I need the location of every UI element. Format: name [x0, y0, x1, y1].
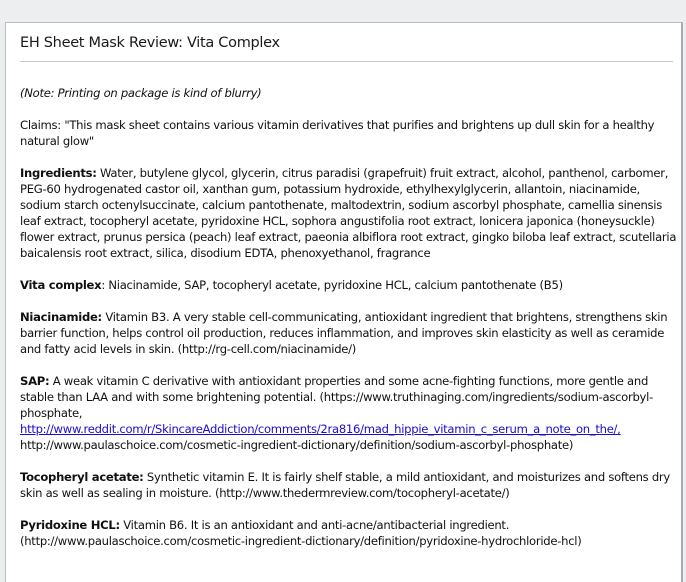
tocopheryl-paragraph: [20, 469, 680, 501]
post-panel: [5, 22, 683, 582]
niacinamide-paragraph: [20, 309, 680, 357]
sap-label: SAP:: [20, 374, 50, 388]
pyridoxine-text: Vitamin B6. It is an antioxidant and anti-acne/antibacterial ingredient.: [119, 518, 510, 532]
pyridoxine-tail-text: (http://www.paulaschoice.com/cosmetic-ingredient-dictionary/definition/pyridoxine-hydrochloride-hcl): [20, 534, 582, 548]
tocopheryl-label: Tocopheryl acetate:: [20, 470, 144, 484]
post-title: EH Sheet Mask Review: Vita Complex: [20, 35, 280, 51]
sap-text: A weak vitamin C derivative with antioxidant properties and some acne-fighting functions, more gentle and stable than LAA and with some brightening potential. (https://www.truthinaging.com/ingredients/sodium-ascorbyl-phosphate,: [20, 374, 653, 420]
post-body: [20, 85, 680, 565]
ingredients-text: Water, butylene glycol, glycerin, citrus paradisi (grapefruit) fruit extract, alcohol, panthenol, carbomer, PEG-60 hydrogenated castor oil, xanthan gum, potassium hydroxide, ethylhexylglycerin, allantoin, niacinamide, sodium starch octenylsuccinate, calcium pantothenate, maltodextrin, sodium ascorbyl phosphate, camellia sinensis leaf extract, tocopheryl acetate, pyridoxine HCL, sophora angustifolia root extract, lonicera japonica (honeysuckle) flower extract, prunus persica (peach) leaf extract, paeonia albiflora root extract, gingko biloba leaf extract, scutellaria baicalensis root extract, silica, disodium EDTA, phenoxyethanol, fragrance: [20, 166, 677, 260]
sap-tail-text: http://www.paulaschoice.com/cosmetic-ingredient-dictionary/definition/sodium-ascorbyl-phosphate): [20, 438, 574, 452]
niacinamide-text: Vitamin B3. A very stable cell-communicating, antioxidant ingredient that brightens, strengthens skin barrier function, helps control oil production, reduces inflammation, and improves skin elasticity as well as ceramide and fatty acid levels in skin. (http://rg-cell.com/niacinamide/): [20, 310, 668, 356]
vita-complex-paragraph: [20, 277, 680, 293]
claims-paragraph: Claims: "This mask sheet contains various vitamin derivatives that purifies and brightens up dull skin for a healthy natural glow": [20, 118, 655, 148]
vita-complex-label: Vita complex: [20, 278, 102, 292]
vita-complex-text: : Niacinamide, SAP, tocopheryl acetate, pyridoxine HCL, calcium pantothenate (B5): [101, 278, 563, 292]
ingredients-label: Ingredients:: [20, 166, 97, 180]
tocopheryl-text: Synthetic vitamin E. It is fairly shelf stable, a mild antioxidant, and moisturizes and softens dry skin as well as sealing in moisture. (http://www.thedermreview.com/tocopheryl-acetate/): [20, 470, 670, 500]
note-text: (Note: Printing on package is kind of blurry): [20, 86, 262, 100]
pyridoxine-paragraph: [20, 517, 680, 549]
sap-paragraph: [20, 373, 680, 453]
pyridoxine-label: Pyridoxine HCL:: [20, 518, 120, 532]
title-divider: [20, 61, 673, 62]
ingredients-paragraph: [20, 165, 680, 261]
reddit-link[interactable]: http://www.reddit.com/r/SkincareAddiction/comments/2ra816/mad_hippie_vitamin_c_serum_a_note_on_the/,: [20, 422, 621, 436]
niacinamide-label: Niacinamide:: [20, 310, 102, 324]
